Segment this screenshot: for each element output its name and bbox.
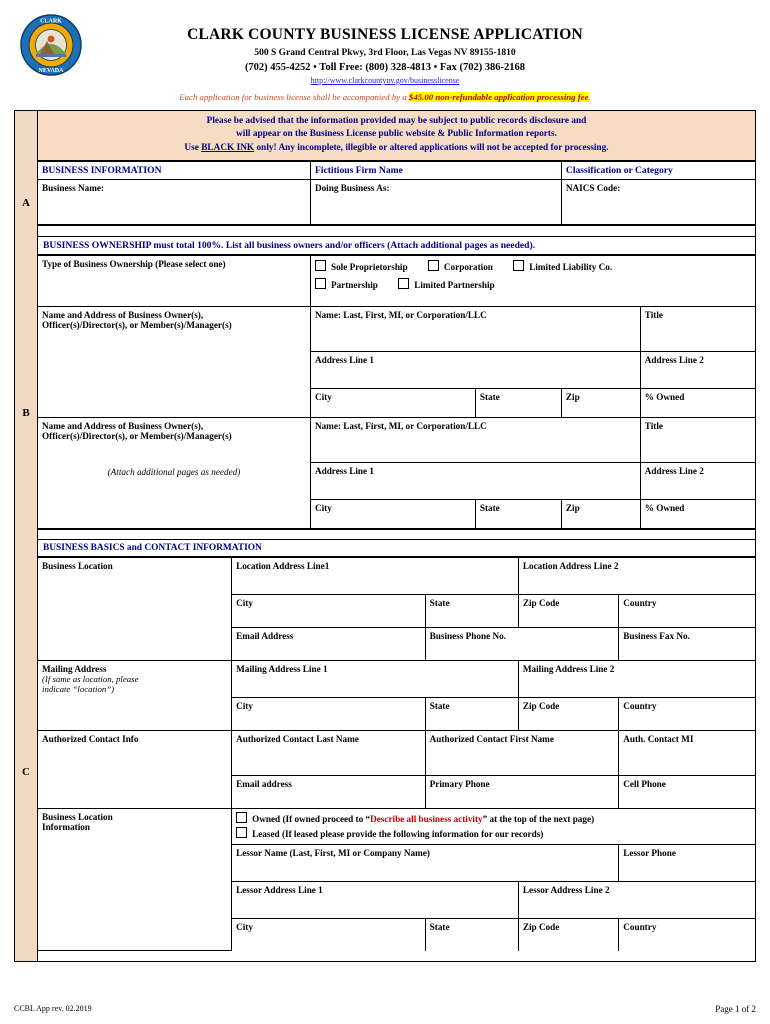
owner-1-state-label: State (479, 392, 500, 403)
lessor-state-cell[interactable] (425, 918, 518, 951)
owner-2-zip-label: Zip (565, 503, 580, 514)
owner-2-label-line1: Name and Address of Business Owner(s), (42, 421, 204, 432)
location-state-label: State (429, 598, 450, 609)
mailing-address-row (38, 661, 755, 698)
lessor-phone-cell[interactable] (619, 844, 755, 881)
checkbox-partnership[interactable] (315, 277, 378, 294)
owner-1-address2-cell[interactable] (640, 352, 755, 389)
option-label-limited-liability-co: Limited Liability Co. (529, 262, 613, 273)
owned-leased-cell (232, 809, 755, 845)
location-zip-label: Zip Code (522, 598, 560, 609)
lessor-address-1-cell[interactable] (232, 881, 519, 918)
business-location-label-cell (38, 558, 232, 661)
location-country-label: Country (623, 598, 657, 609)
section-letter-column (15, 111, 38, 961)
business-phone-label: Business Phone No. (429, 631, 506, 642)
location-info-row (38, 809, 755, 845)
location-email-label: Email Address (236, 631, 294, 642)
owner-1-address1-label: Address Line 1 (314, 355, 375, 366)
checkbox-limited-liability-co[interactable] (513, 259, 612, 276)
owner-1-address1-cell[interactable] (310, 352, 640, 389)
notice-line-2: will appear on the Business License public website & Public Information reports. (236, 129, 557, 140)
business-fax-cell[interactable] (619, 628, 755, 661)
owned-text-post: ” at the top of the next page) (482, 814, 595, 825)
owner-2-name-cell[interactable] (310, 418, 640, 463)
owner-1-state-cell[interactable] (475, 389, 561, 418)
owner-1-label-line1: Name and Address of Business Owner(s), (42, 310, 204, 321)
mailing-address-1-label: Mailing Address Line 1 (236, 664, 328, 675)
checkbox-icon[interactable] (315, 278, 326, 289)
page-number: Page 1 of 2 (715, 1004, 756, 1014)
location-address-1-label: Location Address Line1 (236, 561, 330, 572)
location-city-cell[interactable] (232, 595, 426, 628)
owner-2-percent-label: % Owned (644, 503, 685, 514)
checkbox-corporation[interactable] (428, 259, 493, 276)
public-records-notice (38, 111, 755, 161)
fee-notice (14, 92, 756, 102)
fee-notice-suffix: . (588, 92, 591, 102)
ownership-type-row (38, 256, 755, 307)
business-name-cell[interactable] (38, 180, 310, 225)
lessor-state-label: State (429, 921, 450, 932)
lessor-name-cell[interactable] (232, 844, 619, 881)
auth-cell-phone-cell[interactable] (619, 776, 755, 809)
auth-last-name-label: Authorized Contact Last Name (236, 734, 359, 745)
owner-2-percent-cell[interactable] (640, 500, 755, 529)
owner-2-title-label: Title (644, 421, 663, 432)
dba-cell[interactable] (310, 180, 561, 225)
business-phone-cell[interactable] (425, 628, 619, 661)
checkbox-icon[interactable] (513, 260, 524, 271)
business-fax-label: Business Fax No. (623, 631, 690, 642)
section-letter-c: C (22, 766, 30, 778)
ownership-type-label: Type of Business Ownership (Please select one) (42, 259, 226, 270)
auth-cell-phone-label: Cell Phone (623, 779, 666, 790)
checkbox-icon[interactable] (428, 260, 439, 271)
location-email-cell[interactable] (232, 628, 426, 661)
authorized-contact-row (38, 731, 755, 776)
location-city-label: City (236, 598, 253, 609)
owner-2-address1-cell[interactable] (310, 463, 640, 500)
business-location-label: Business Location (42, 561, 113, 572)
document-footer (14, 1004, 756, 1014)
location-address-1-cell[interactable] (232, 558, 519, 595)
owner-1-percent-cell[interactable] (640, 389, 755, 418)
page-title: CLARK COUNTY BUSINESS LICENSE APPLICATION (187, 26, 583, 43)
business-location-row (38, 558, 755, 595)
owner-1-name-cell[interactable] (310, 307, 640, 352)
describe-activity-link[interactable]: Describe all business activity (370, 814, 483, 825)
checkbox-icon[interactable] (398, 278, 409, 289)
location-info-label-line1: Business Location (42, 812, 113, 823)
clark-county-seal-icon (20, 14, 82, 76)
mailing-country-cell[interactable] (619, 698, 755, 731)
owner-2-city-label: City (314, 503, 332, 514)
owner-2-name-label: Name: Last, First, MI, or Corporation/LLC (314, 421, 487, 432)
location-info-label-cell (38, 809, 232, 951)
section-a-table (38, 161, 755, 225)
location-zip-cell[interactable] (518, 595, 618, 628)
authorized-contact-label-cell (38, 731, 232, 809)
mailing-state-cell[interactable] (425, 698, 518, 731)
lessor-phone-label: Lessor Phone (623, 847, 676, 858)
owner-2-name-row (38, 418, 755, 463)
notice-line-3 (40, 142, 753, 155)
owned-text-pre: Owned (If owned proceed to “ (252, 814, 371, 825)
classification-header: Classification or Category (565, 165, 673, 177)
owner-1-title-cell[interactable] (640, 307, 755, 352)
option-label-limited-partnership: Limited Partnership (414, 279, 495, 290)
option-label-partnership: Partnership (330, 279, 378, 290)
owner-1-name-label: Name: Last, First, MI, or Corporation/LLC (314, 310, 487, 321)
owner-1-label-cell (38, 307, 310, 418)
leased-text: Leased (If leased please provide the following information for our records) (252, 828, 544, 839)
business-ownership-band: BUSINESS OWNERSHIP must total 100%. List all business owners and/or officers (Attach additional pages as needed). (38, 237, 755, 255)
mailing-address-2-cell[interactable] (518, 661, 755, 698)
form-content (38, 111, 755, 961)
ownership-options-cell (310, 256, 755, 307)
mailing-zip-label: Zip Code (522, 701, 560, 712)
location-state-cell[interactable] (425, 595, 518, 628)
location-address-2-label: Location Address Line 2 (522, 561, 619, 572)
attach-pages-note: (Attach additional pages as needed) (107, 467, 241, 478)
mailing-note-2: indicate “location”) (42, 684, 115, 695)
auth-primary-phone-cell[interactable] (425, 776, 619, 809)
location-info-label-line2: Information (42, 822, 90, 833)
owner-1-zip-label: Zip (565, 392, 580, 403)
owner-2-state-label: State (479, 503, 500, 514)
owner-2-address2-cell[interactable] (640, 463, 755, 500)
checkbox-leased[interactable] (236, 827, 751, 841)
lessor-zip-label: Zip Code (522, 921, 560, 932)
document-header (14, 8, 756, 104)
lessor-city-cell[interactable] (232, 918, 426, 951)
owner-1-title-label: Title (644, 310, 663, 321)
section-letter-a: A (22, 197, 30, 209)
owner-2-zip-cell[interactable] (561, 500, 640, 529)
owner-1-city-cell[interactable] (310, 389, 475, 418)
auth-email-label: Email address (236, 779, 292, 790)
mailing-state-label: State (429, 701, 450, 712)
ownership-type-label-cell (38, 256, 310, 307)
lessor-country-cell[interactable] (619, 918, 755, 951)
owner-1-name-row (38, 307, 755, 352)
notice-line-3a: Use (184, 142, 202, 153)
auth-last-name-cell[interactable] (232, 731, 426, 776)
section-letter-b: B (22, 407, 30, 419)
lessor-name-label: Lessor Name (Last, First, MI or Company Name) (236, 847, 430, 858)
mailing-city-label: City (236, 701, 253, 712)
mailing-zip-cell[interactable] (518, 698, 618, 731)
office-address: 500 S Grand Central Pkwy, 3rd Floor, Las Vegas NV 89155-1810 (254, 48, 516, 58)
revision-label: CCBL App rev. 02.2019 (14, 1004, 92, 1013)
business-basics-band: BUSINESS BASICS and CONTACT INFORMATION (38, 539, 755, 557)
owner-2-state-cell[interactable] (475, 500, 561, 529)
checkbox-icon[interactable] (315, 260, 326, 271)
owner-2-city-cell[interactable] (310, 500, 475, 529)
owner-1-city-label: City (314, 392, 332, 403)
lessor-address-2-label: Lessor Address Line 2 (522, 884, 610, 895)
mailing-note-1: (If same as location, please (42, 674, 139, 685)
lessor-address-2-cell[interactable] (518, 881, 755, 918)
checkbox-sole-proprietorship[interactable] (315, 259, 408, 276)
owner-1-percent-label: % Owned (644, 392, 685, 403)
black-ink-emphasis: BLACK INK (201, 142, 255, 153)
auth-email-cell[interactable] (232, 776, 426, 809)
authorized-contact-label: Authorized Contact Info (42, 734, 139, 745)
fee-notice-prefix: Each application for business license shall be accompanied by a (179, 92, 409, 102)
business-license-url[interactable]: http://www.clarkcountynv.gov/businesslicense (310, 76, 460, 85)
lessor-zip-cell[interactable] (518, 918, 618, 951)
naics-label: NAICS Code: (565, 183, 621, 194)
section-a-title: BUSINESS INFORMATION (42, 165, 162, 177)
checkbox-limited-partnership[interactable] (398, 277, 494, 294)
svg-text:CLARK: CLARK (40, 18, 62, 25)
owner-2-address2-label: Address Line 2 (644, 466, 704, 477)
checkbox-icon[interactable] (236, 827, 247, 838)
section-c-table (38, 557, 755, 951)
mailing-address-label-cell (38, 661, 232, 731)
section-a-b-divider (38, 225, 755, 237)
auth-primary-phone-label: Primary Phone (429, 779, 490, 790)
location-country-cell[interactable] (619, 595, 755, 628)
location-address-2-cell[interactable] (518, 558, 755, 595)
section-a-fields-row (38, 180, 755, 225)
lessor-address-1-label: Lessor Address Line 1 (236, 884, 323, 895)
section-b-table (38, 255, 755, 529)
mailing-address-2-label: Mailing Address Line 2 (522, 664, 615, 675)
section-a-header-row (38, 162, 755, 180)
owner-2-title-cell[interactable] (640, 418, 755, 463)
naics-cell[interactable] (561, 180, 755, 225)
owner-2-label-cell (38, 418, 310, 529)
owner-2-label-line2: Officer(s)/Director(s), or Member(s)/Manager(s) (42, 431, 232, 442)
business-name-label: Business Name: (42, 183, 105, 194)
checkbox-owned[interactable] (236, 812, 751, 826)
notice-line-3c: only! Any incomplete, illegible or altered applications will not be accepted for processing. (254, 142, 609, 153)
auth-mi-cell[interactable] (619, 731, 755, 776)
notice-line-1: Please be advised that the information provided may be subject to public records disclosure and (206, 116, 587, 126)
option-label-sole-proprietorship: Sole Proprietorship (330, 262, 408, 273)
section-b-c-divider (38, 529, 755, 539)
form-body (14, 110, 756, 962)
fee-amount: $45.00 non-refundable application processing fee (408, 92, 589, 102)
auth-first-name-cell[interactable] (425, 731, 619, 776)
owner-1-address2-label: Address Line 2 (644, 355, 704, 366)
mailing-country-label: Country (623, 701, 657, 712)
option-label-corporation: Corporation (443, 262, 493, 273)
owner-1-zip-cell[interactable] (561, 389, 640, 418)
fictitious-firm-name-header: Fictitious Firm Name (314, 165, 403, 177)
checkbox-icon[interactable] (236, 812, 247, 823)
lessor-country-label: Country (623, 921, 657, 932)
owner-1-label-line2: Officer(s)/Director(s), or Member(s)/Manager(s) (42, 320, 232, 331)
office-phones: (702) 455-4252 • Toll Free: (800) 328-4813 • Fax (702) 386-2168 (244, 62, 526, 73)
auth-first-name-label: Authorized Contact First Name (429, 734, 554, 745)
auth-mi-label: Auth. Contact MI (623, 734, 694, 745)
owner-2-address1-label: Address Line 1 (314, 466, 375, 477)
mailing-address-1-cell[interactable] (232, 661, 519, 698)
mailing-address-label: Mailing Address (42, 664, 107, 675)
mailing-city-cell[interactable] (232, 698, 426, 731)
svg-text:NEVADA: NEVADA (38, 68, 64, 74)
dba-label: Doing Business As: (314, 183, 390, 194)
lessor-city-label: City (236, 921, 253, 932)
